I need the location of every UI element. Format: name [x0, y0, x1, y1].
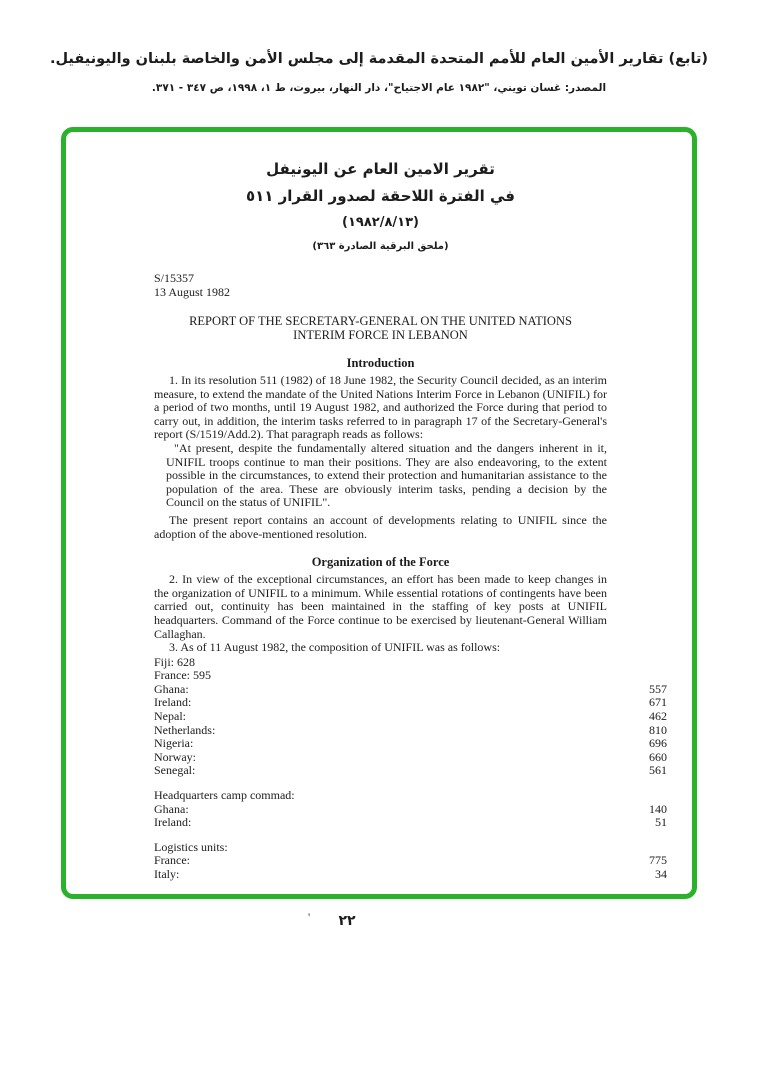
- country-label: France:: [154, 853, 190, 868]
- country-label: Ghana:: [154, 681, 189, 696]
- group-title: Logistics units:: [154, 839, 228, 854]
- page-number: ٢٢: [338, 913, 356, 929]
- header-title-arabic: (تابع) تقارير الأمين العام للأمم المتحدة المقدمة إلى مجلس الأمن والخاصة بلبنان واليونيفيل.: [49, 51, 709, 67]
- troop-count: 671: [649, 695, 667, 710]
- logistics-group: [154, 841, 667, 882]
- troop-count: 810: [649, 722, 667, 737]
- list-item: Fiji: 628: [154, 654, 196, 669]
- table-row: [154, 764, 667, 778]
- composition-table: [154, 656, 667, 882]
- stray-scan-mark: ': [308, 910, 311, 924]
- arabic-title-line-2: في الفترة اللاحقة لصدور القرار ٥١١: [245, 187, 516, 205]
- country-label: Nigeria:: [154, 736, 194, 751]
- header-source-arabic: المصدر: غسان تويني، "١٩٨٢ عام الاجتياح"، دار النهار، بيروت، ط ١، ١٩٩٨، ص ٣٤٧ - ٣٧١.: [151, 82, 607, 94]
- troop-count: 775: [649, 853, 667, 868]
- troop-count: 51: [655, 815, 667, 830]
- page-header: [0, 0, 758, 94]
- paragraph-4: 3. As of 11 August 1982, the composition of UNIFIL was as follows:: [169, 640, 501, 655]
- troop-count: 557: [649, 681, 667, 696]
- document-reference: [154, 271, 667, 299]
- page-footer: [0, 912, 758, 930]
- table-row: [154, 751, 667, 765]
- table-row: [154, 816, 667, 830]
- paragraph-2: The present report contains an account of developments relating to UNIFIL since the adoption of the above-mentioned resolution.: [154, 512, 607, 541]
- document-symbol: S/15357: [154, 271, 195, 285]
- arabic-title-line-1: تقرير الامين العام عن اليونيفل: [266, 160, 495, 178]
- country-label: Norway:: [154, 749, 196, 764]
- table-row: [154, 710, 667, 724]
- troop-count: 561: [649, 763, 667, 778]
- table-row: [154, 683, 667, 697]
- table-row: [154, 724, 667, 738]
- list-item: France: 595: [154, 668, 211, 683]
- table-row: [154, 803, 667, 817]
- troop-count: 140: [649, 801, 667, 816]
- troop-count: 696: [649, 736, 667, 751]
- table-row: [154, 696, 667, 710]
- document-date: 13 August 1982: [154, 285, 231, 299]
- country-label: Ireland:: [154, 815, 192, 830]
- troop-count: 660: [649, 749, 667, 764]
- country-label: Senegal:: [154, 763, 196, 778]
- country-label: Ghana:: [154, 801, 189, 816]
- troop-count: 462: [649, 709, 667, 724]
- paragraph-3: 2. In view of the exceptional circumstances, an effort has been made to keep changes in the organization of UNIFIL to a minimum. While essential rotations of contingents have been carried out, continuity has been maintained in the staffing of key posts at UNIFIL headquarters. Command of the Force continue to be exercised by lieutenant-General William Callaghan.: [154, 572, 607, 641]
- headquarters-group: [154, 789, 667, 830]
- organization-heading: Organization of the Force: [311, 555, 450, 570]
- arabic-document-title: [154, 156, 607, 257]
- arabic-title-date: (١٩٨٢/٨/١٣): [342, 215, 419, 230]
- troop-count: 34: [655, 867, 667, 881]
- document-frame: [61, 127, 697, 899]
- country-label: Italy:: [154, 867, 180, 881]
- country-label: Nepal:: [154, 709, 186, 724]
- table-row: [154, 737, 667, 751]
- document-title-line-2: INTERIM FORCE IN LEBANON: [293, 328, 468, 342]
- table-row: [154, 854, 667, 868]
- group-title: Headquarters camp commad:: [154, 788, 295, 803]
- paragraph-1: 1. In its resolution 511 (1982) of 18 June 1982, the Security Council decided, as an interim measure, to extend the mandate of the United Nations Interim Force in Lebanon (UNIFIL) for a period of two months, until 19 August 1982, and authorized the Force during that period to carry out, in addition, the interim tasks referred to in paragraph 17 of the Secretary-General's report (S/1519/Add.2). That paragraph reads as follows:: [154, 373, 607, 442]
- quoted-paragraph: "At present, despite the fundamentally altered situation and the dangers inherent in it, UNIFIL troops continue to man their positions. They are also endeavoring, to the extent possible in the circumstances, to extend their protection and humanitarian assistance to the population of the area. These are obviously interim tasks, pending a decision by the Council on the status of UNIFIL".: [166, 440, 607, 510]
- document-title: [154, 314, 607, 342]
- table-row: [154, 868, 667, 882]
- document-title-line-1: REPORT OF THE SECRETARY-GENERAL ON THE UNITED NATIONS: [189, 314, 572, 328]
- country-label: Netherlands:: [154, 722, 216, 737]
- introduction-heading: Introduction: [346, 356, 415, 370]
- country-label: Ireland:: [154, 695, 192, 710]
- arabic-title-annex-note: (ملحق البرقية الصادرة ٣٦٣): [312, 241, 449, 252]
